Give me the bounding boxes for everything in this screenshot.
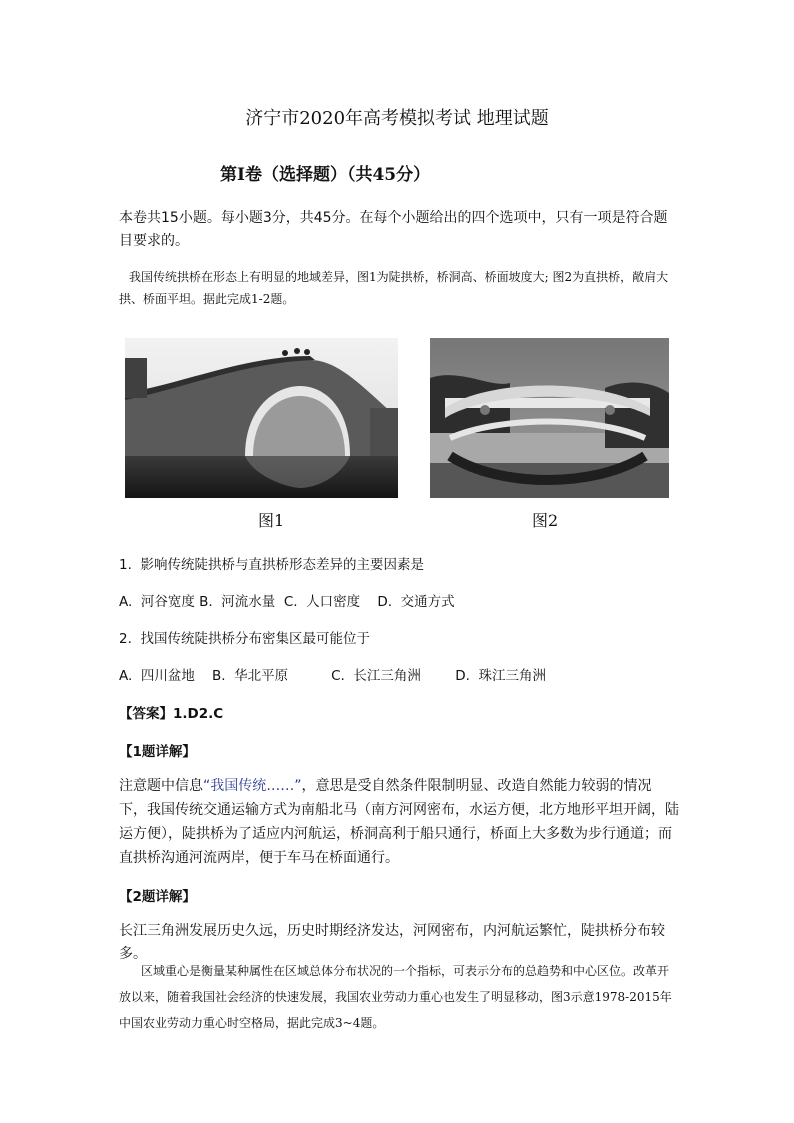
- detail-1-quote: “我国传统……”: [203, 778, 302, 794]
- detail-2-paragraph: 长江三角洲发展历史久远，历史时期经济发达，河网密布，内河航运繁忙，陡拱桥分布较多。: [119, 923, 665, 962]
- page-title: 济宁市2020年高考模拟考试 地理试题: [245, 108, 549, 129]
- intro-paragraph: 本卷共15小题。每小题3分，共45分。在每个小题给出的四个选项中，只有一项是符合题目要求的。: [119, 210, 668, 249]
- passage-labor-center: 区域重心是衡量某种属性在区域总体分布状况的一个指标，可表示分布的总趋势和中心区位。改革开放以来，随着我国社会经济的快速发展，我国农业劳动力重心也发生了明显移动，图3示意1978-2015年中国农业劳动力重心时空格局，据此完成3~4题。: [119, 964, 672, 1030]
- detail-1-paragraph: [119, 774, 679, 870]
- figure-1-steep-arch-bridge: [125, 338, 398, 498]
- detail-2-heading: 【2题详解】: [119, 889, 196, 905]
- detail-1-intro: 注意题中信息: [119, 778, 203, 794]
- answer-label: 【答案】: [119, 706, 173, 722]
- question-1-options: A. 河谷宽度 B. 河流水量 C. 人口密度 D. 交通方式: [119, 594, 455, 610]
- question-1-stem: 1. 影响传统陡拱桥与直拱桥形态差异的主要因素是: [119, 557, 424, 573]
- question-2-options: A. 四川盆地 B. 华北平原 C. 长江三角洲 D. 珠江三角洲: [119, 668, 546, 684]
- figure-2-flat-arch-bridge: [430, 338, 669, 498]
- figure-2-caption: 图2: [532, 511, 559, 530]
- answer-value: 1.D2.C: [173, 706, 224, 722]
- section-heading: 第I卷（选择题）（共45分）: [220, 165, 431, 185]
- detail-1-heading: 【1题详解】: [119, 744, 196, 760]
- passage-bridges: 我国传统拱桥在形态上有明显的地域差异，图1为陡拱桥，桥洞高、桥面坡度大; 图2为直拱桥，敞肩大拱、桥面平坦。据此完成1-2题。: [119, 270, 669, 306]
- answer-line: [119, 702, 223, 722]
- detail-1-body: ，意思是受自然条件限制明显、改造自然能力较弱的情况下，我国传统交通运输方式为南船北马（南方河网密布，水运方便，北方地形平坦开阔，陆运方便），陡拱桥为了适应内河航运，桥洞高利于船只通行，桥面上大多数为步行通道；而直拱桥沟通河流两岸，便于车马在桥面通行。: [119, 778, 679, 866]
- figure-1-caption: 图1: [258, 511, 285, 530]
- question-2-stem: 2. 找国传统陡拱桥分布密集区最可能位于: [119, 631, 370, 647]
